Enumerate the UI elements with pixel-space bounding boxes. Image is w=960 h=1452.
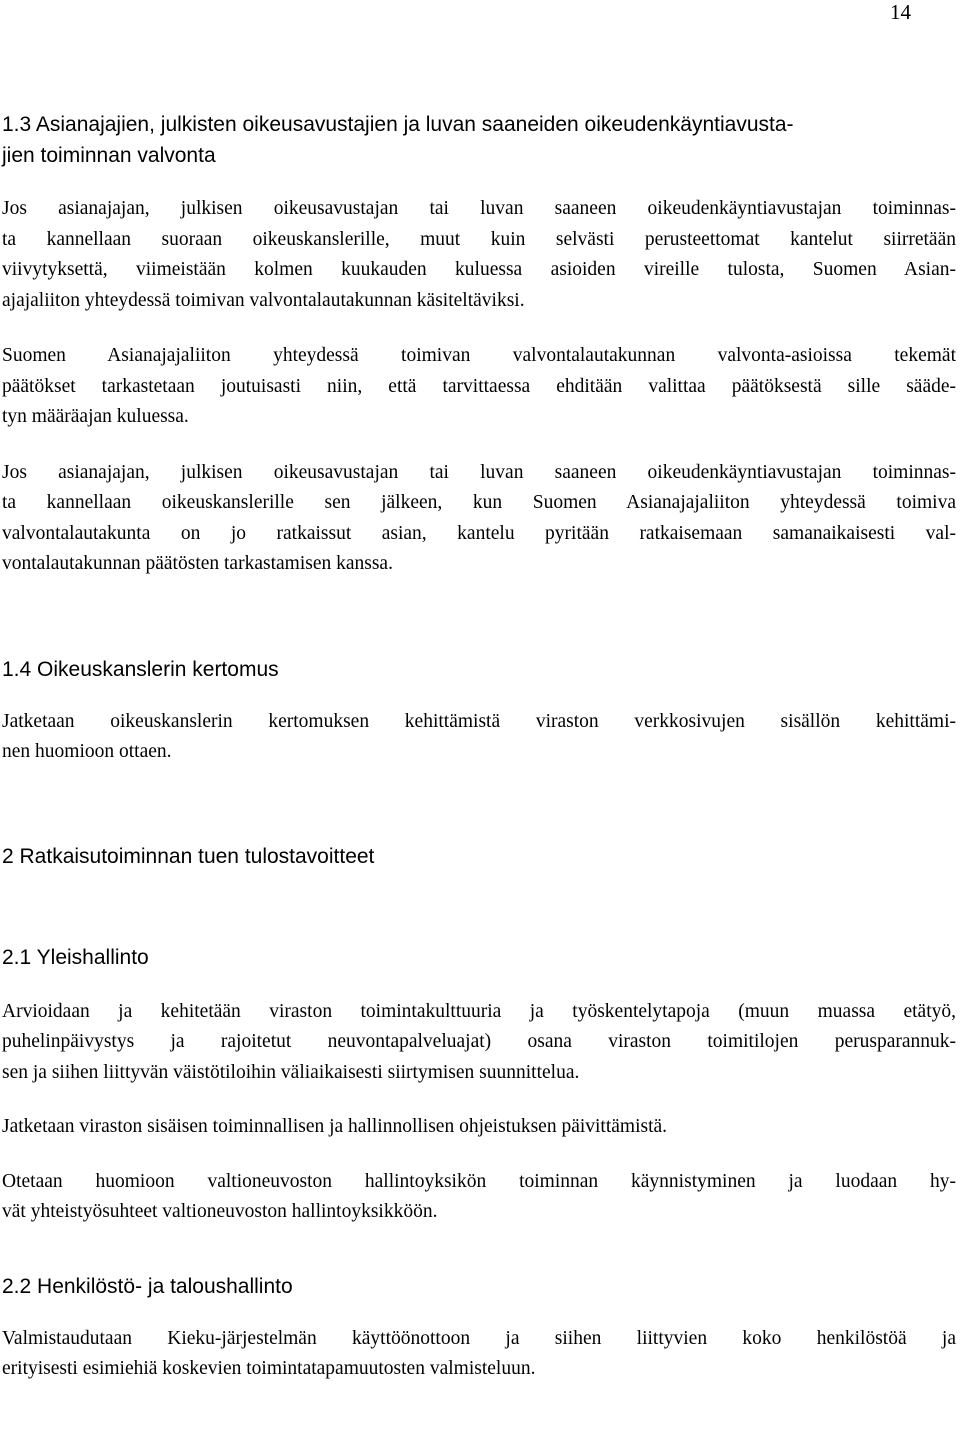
paragraph-8 bbox=[2, 1324, 956, 1385]
text-line: ajajaliiton yhteydessä toimivan valvontalautakunnan käsiteltäviksi. bbox=[2, 289, 525, 311]
page-number: 14 bbox=[890, 0, 911, 24]
heading-2-2 bbox=[2, 1271, 956, 1302]
heading-line: 1.3 Asianajajien, julkisten oikeusavustajien ja luvan saaneiden oikeudenkäyntiavusta- bbox=[2, 113, 794, 136]
paragraph-6 bbox=[2, 1112, 956, 1143]
text-line: vät yhteistyösuhteet valtioneuvoston hallintoyksikköön. bbox=[2, 1201, 438, 1222]
text-line: sen ja siihen liittyvän väistötiloihin väliaikaisesti siirtymisen suunnittelua. bbox=[2, 1061, 580, 1083]
text-line: nen huomioon ottaen. bbox=[2, 741, 172, 762]
heading-line: 1.4 Oikeuskanslerin kertomus bbox=[2, 657, 279, 681]
text-line: päätökset tarkastetaan joutuisasti niin, että tarvittaessa ehditään valittaa päätöksestä sille sääde- bbox=[2, 375, 956, 397]
heading-line: 2 Ratkaisutoiminnan tuen tulostavoitteet bbox=[2, 844, 375, 868]
heading-line: 2.2 Henkilöstö- ja taloushallinto bbox=[2, 1274, 293, 1298]
heading-line: 2.1 Yleishallinto bbox=[2, 945, 149, 969]
text-line: valvontalautakunta on jo ratkaissut asian, kantelu pyritään ratkaisemaan samanaikaisesti val- bbox=[2, 522, 956, 544]
text-line: Suomen Asianajajaliiton yhteydessä toimivan valvontalautakunnan valvonta-asioissa tekemät bbox=[2, 345, 956, 366]
paragraph-1 bbox=[2, 194, 956, 316]
text-line: ta kannellaan suoraan oikeuskanslerille, muut kuin selvästi perusteettomat kantelut siirretään bbox=[2, 228, 956, 250]
paragraph-4 bbox=[2, 707, 956, 768]
text-line: viivytyksettä, viimeistään kolmen kuukauden kuluessa asioiden vireille tulosta, Suomen Asian- bbox=[2, 259, 956, 280]
text-line: Arvioidaan ja kehitetään viraston toimintakulttuuria ja työskentelytapoja (muun muassa etätyö, bbox=[2, 1000, 956, 1022]
paragraph-5 bbox=[2, 997, 956, 1089]
heading-line: jien toiminnan valvonta bbox=[2, 144, 216, 167]
text-line: puhelinpäivystys ja rajoitetut neuvontapalveluajat) osana viraston toimitilojen perusparannuk- bbox=[2, 1031, 956, 1052]
text-line: ta kannellaan oikeuskanslerille sen jälkeen, kun Suomen Asianajajaliiton yhteydessä toimiva bbox=[2, 492, 956, 513]
text-line: Jos asianajajan, julkisen oikeusavustajan tai luvan saaneen oikeudenkäyntiavustajan toiminnas- bbox=[2, 461, 956, 483]
document-body bbox=[2, 109, 956, 1385]
text-line: tyn määräajan kuluessa. bbox=[2, 406, 189, 427]
text-line: erityisesti esimiehiä koskevien toimintatapamuutosten valmisteluun. bbox=[2, 1358, 536, 1379]
text-line: vontalautakunnan päätösten tarkastamisen kanssa. bbox=[2, 553, 393, 574]
heading-1-3 bbox=[2, 109, 956, 171]
paragraph-2 bbox=[2, 341, 956, 433]
paragraph-7 bbox=[2, 1167, 956, 1228]
text-line: Jatketaan oikeuskanslerin kertomuksen kehittämistä viraston verkkosivujen sisällön kehittämi- bbox=[2, 710, 956, 732]
heading-2 bbox=[2, 841, 956, 872]
text-line: Jos asianajajan, julkisen oikeusavustajan tai luvan saaneen oikeudenkäyntiavustajan toiminnas- bbox=[2, 198, 956, 219]
paragraph-3 bbox=[2, 458, 956, 580]
heading-1-4 bbox=[2, 654, 956, 685]
text-line: Jatketaan viraston sisäisen toiminnallisen ja hallinnollisen ohjeistuksen päivittämistä. bbox=[2, 1116, 668, 1137]
text-line: Valmistaudutaan Kieku-järjestelmän käyttöönottoon ja siihen liittyvien koko henkilöstöä ja bbox=[2, 1327, 956, 1349]
heading-2-1 bbox=[2, 942, 956, 973]
text-line: Otetaan huomioon valtioneuvoston hallintoyksikön toiminnan käynnistyminen ja luodaan hy- bbox=[2, 1170, 956, 1192]
